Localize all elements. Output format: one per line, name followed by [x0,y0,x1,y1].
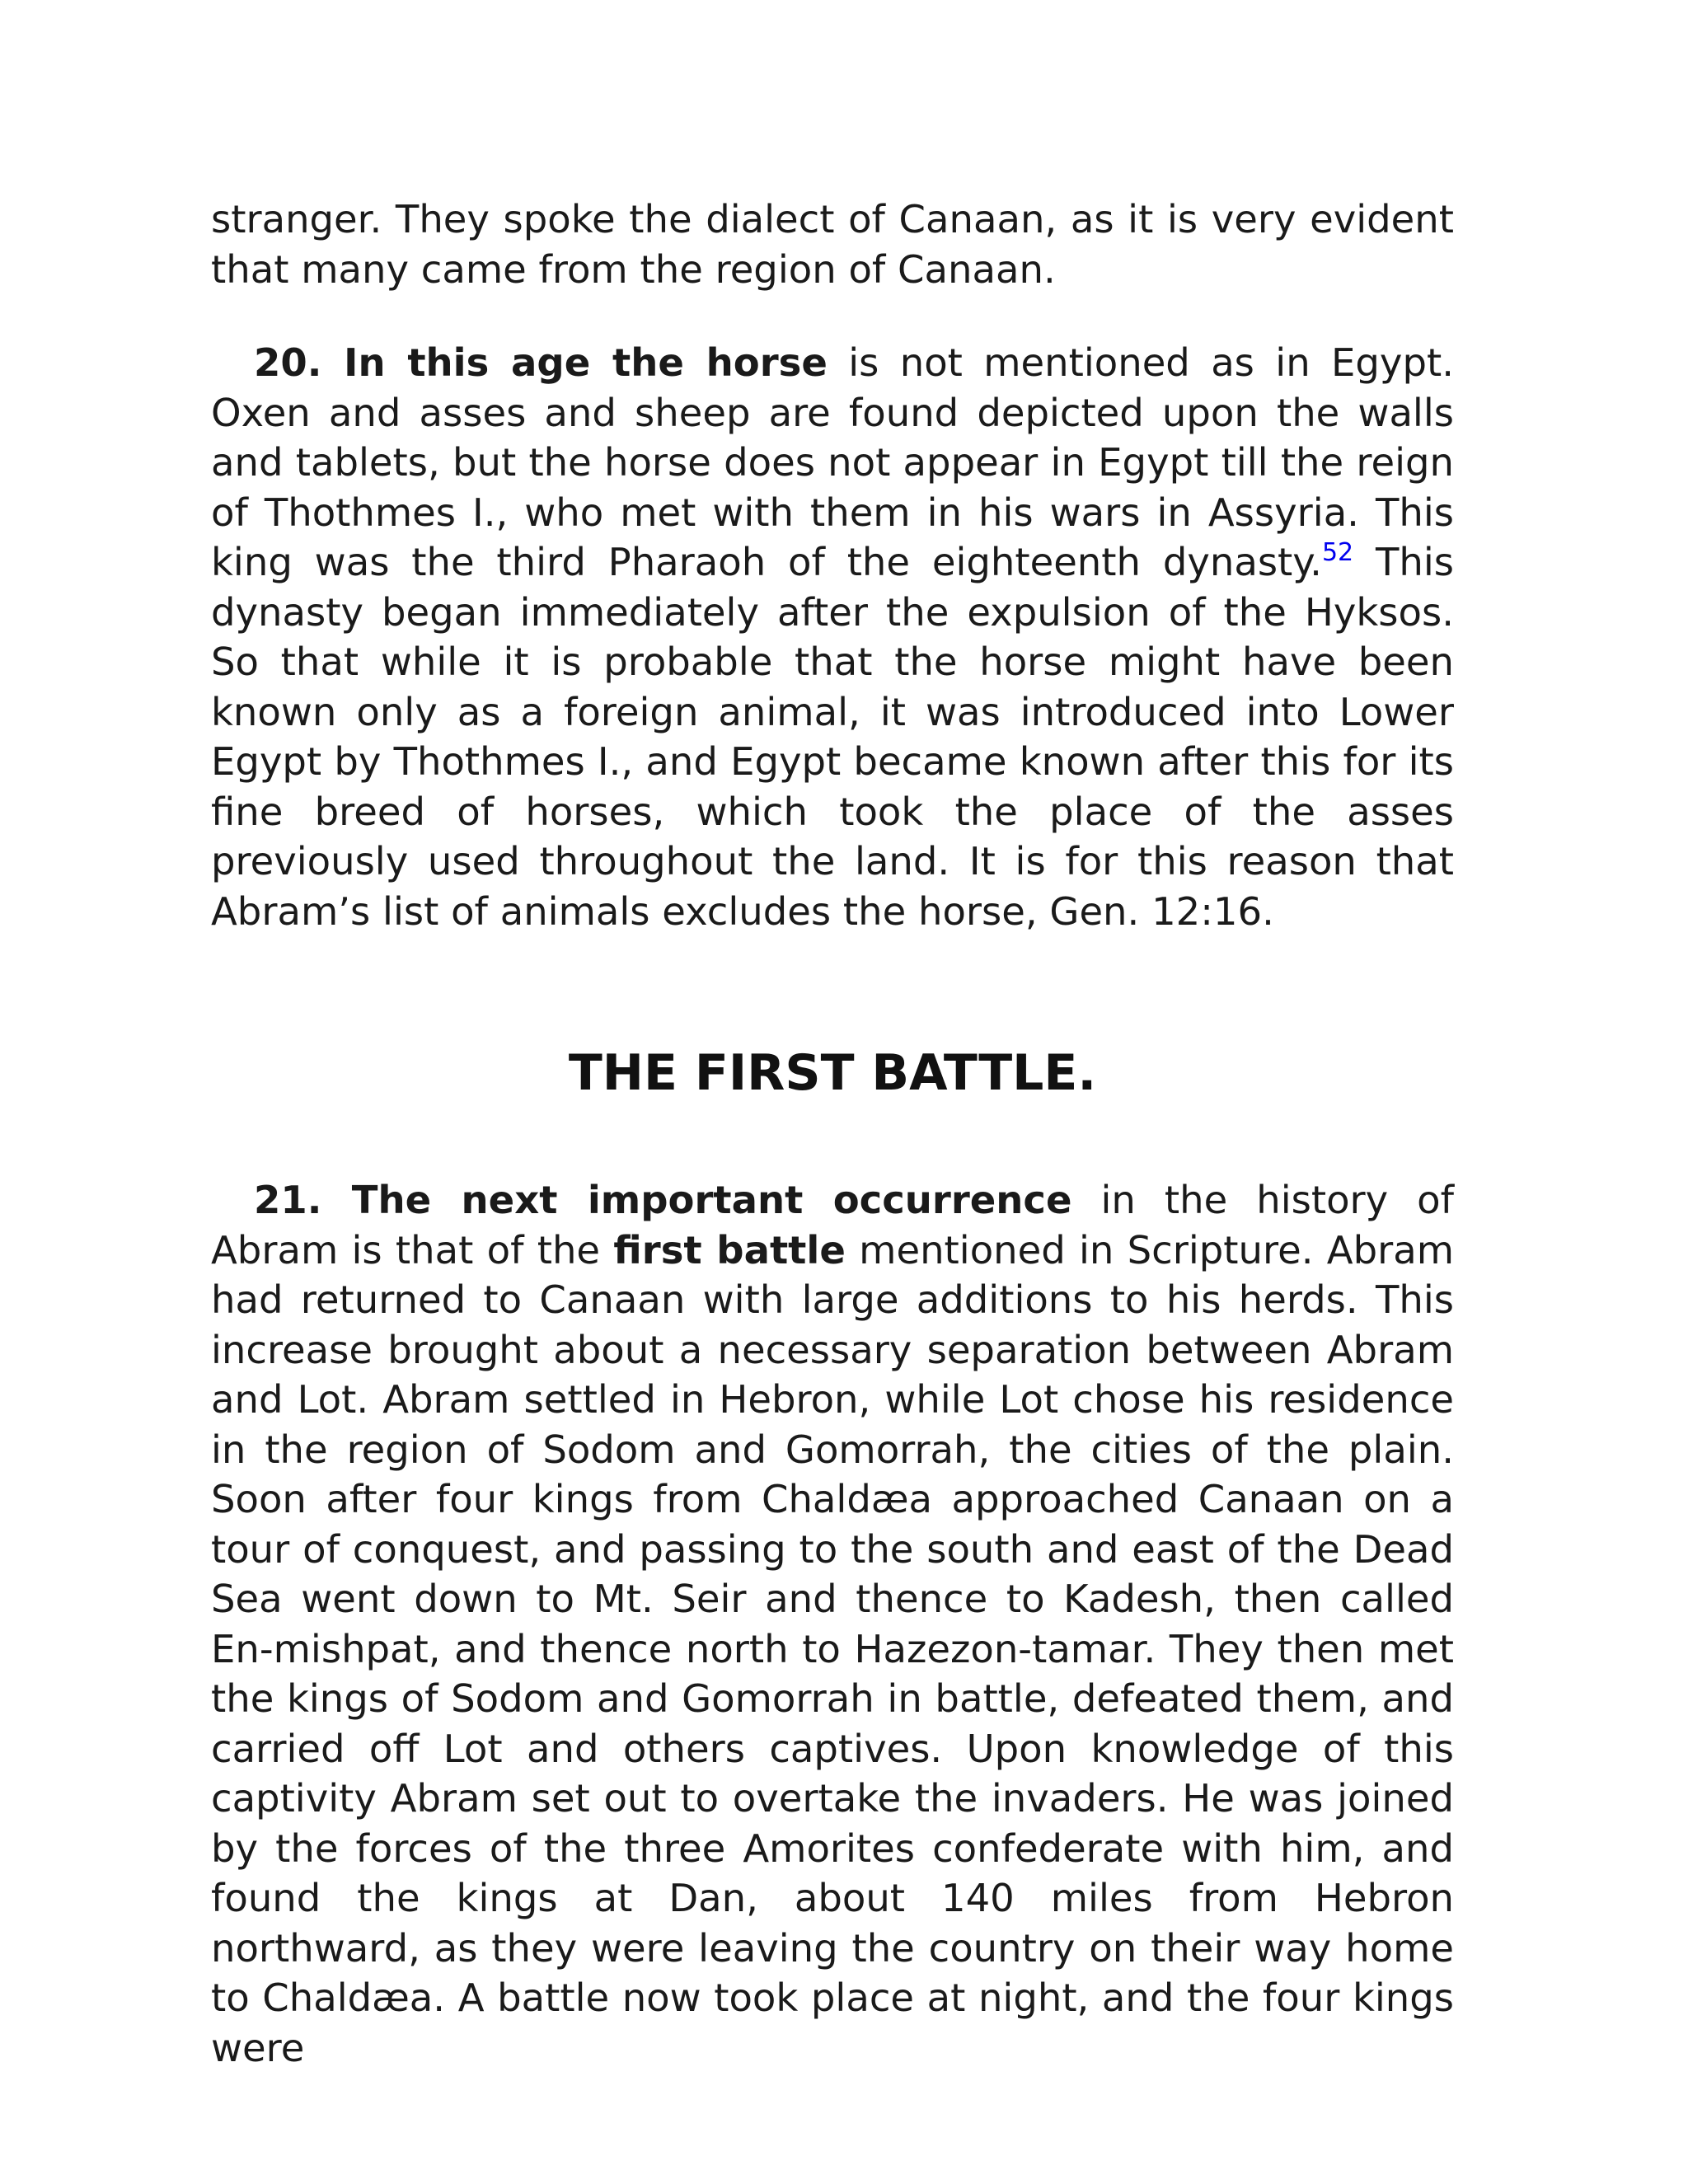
paragraph-21 [211,1175,1454,2073]
paragraph-20 [211,338,1454,936]
paragraph-text: is not mentioned as in Egypt. Oxen and asses and sheep are found depicted upon the walls and tablets, but the horse does not appear in Egypt till the reign of Thothmes I., who met with them in his wars in Assyria. This king was the third Pharaoh of the eighteenth dynasty. [211,340,1454,584]
paragraph-lead: 21. The next important occurrence [254,1178,1072,1222]
paragraph-text: mentioned in Scripture. Abram had returned to Canaan with large additions to his herds. This increase brought about a necessary separation between Abram and Lot. Abram settled in Hebron, while Lot chose his residence in the region of Sodom and Gomorrah, the cities of the plain. Soon after four kings from Chaldæa approached Canaan on a tour of conquest, and passing to the south and east of the Dead Sea went down to Mt. Seir and thence to Kadesh, then called En-mishpat, and thence north to Hazezon-tamar. They then met the kings of Sodom and Gomorrah in battle, defeated them, and carried off Lot and others captives. Upon knowledge of this captivity Abram set out to overtake the invaders. He was joined by the forces of the three Amorites confederate with him, and found the kings at Dan, about 140 miles from Hebron northward, as they were leaving the country on their way home to Chaldæa. A battle now took place at night, and the four kings were [211,1227,1454,2070]
paragraph-continuation [211,194,1454,294]
paragraph-text: stranger. They spoke the dialect of Canaan, as it is very evident that many came from the region of Canaan. [211,197,1454,292]
bold-phrase: first battle [613,1227,846,1272]
paragraph-lead: 20. In this age the horse [254,340,828,385]
section-heading: THE FIRST BATTLE. [568,1044,1097,1102]
page-body [211,194,1454,2073]
footnote-link-52[interactable]: 52 [1321,538,1354,567]
paragraph-text: in the history of Abram is that of the [211,1178,1454,1272]
paragraph-text: This dynasty began immediately after the expulsion of the Hyksos. So that while it is probable that the horse might have been known only as a foreign animal, it was introduced into Lower Egypt by Thothmes I., and Egypt became known after this for its fine breed of horses, which took the place of the asses previously used throughout the land. It is for this reason that Abram’s list of animals excludes the horse, Gen. 12:16. [211,540,1454,934]
